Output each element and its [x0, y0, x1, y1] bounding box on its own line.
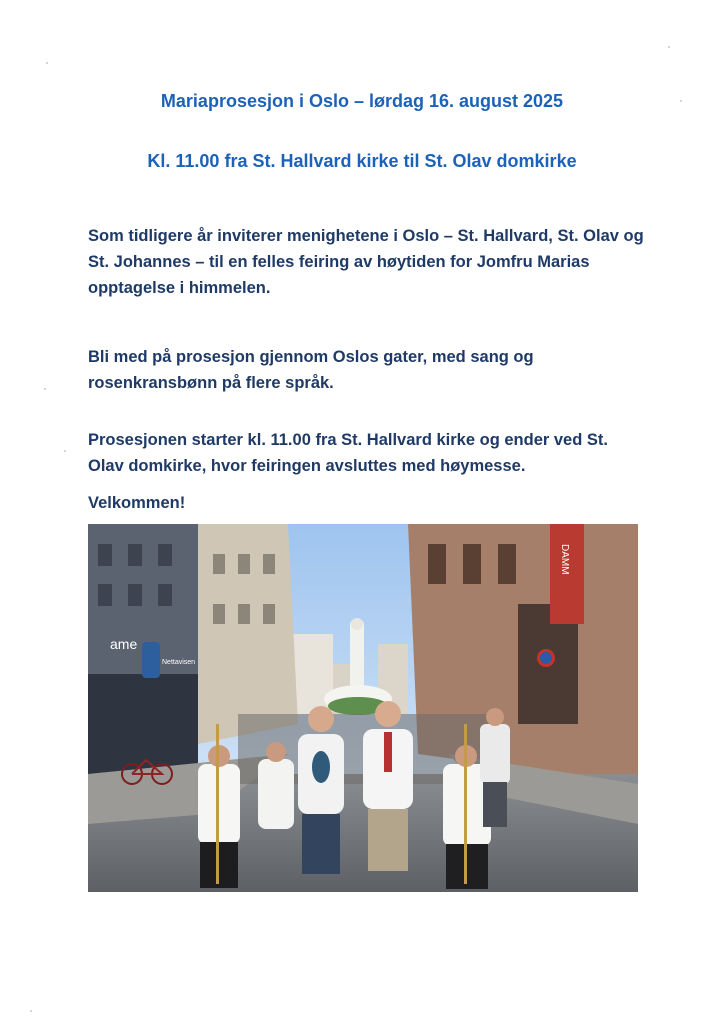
scan-speck	[64, 450, 66, 452]
scan-speck	[668, 46, 670, 48]
scan-speck	[46, 62, 48, 64]
invitation-paragraph: Bli med på prosesjon gjennom Oslos gater, med sang og rosenkransbønn på flere språk.	[88, 348, 534, 392]
page-subtitle: Kl. 11.00 fra St. Hallvard kirke til St. Olav domkirke	[147, 151, 577, 171]
welcome-text: Velkommen!	[88, 494, 186, 512]
procession-photo	[88, 524, 638, 892]
intro-paragraph: Som tidligere år inviterer menighetene i Oslo – St. Hallvard, St. Olav og St. Johannes – til en felles feiring av høytiden for Jomfru Marias opptagelse i himmelen.	[88, 227, 644, 297]
store-sign-left-secondary: Nettavisen	[162, 659, 196, 666]
scan-speck	[44, 388, 46, 390]
store-sign-left: ame	[110, 636, 138, 652]
page-title: Mariaprosesjon i Oslo – lørdag 16. august 2025	[160, 91, 564, 111]
store-sign-right: DAMM	[559, 544, 570, 575]
scan-speck	[30, 1010, 32, 1012]
route-paragraph: Prosesjonen starter kl. 11.00 fra St. Hallvard kirke og ender ved St. Olav domkirke, hvor feiringen avsluttes med høymesse.	[88, 431, 608, 475]
